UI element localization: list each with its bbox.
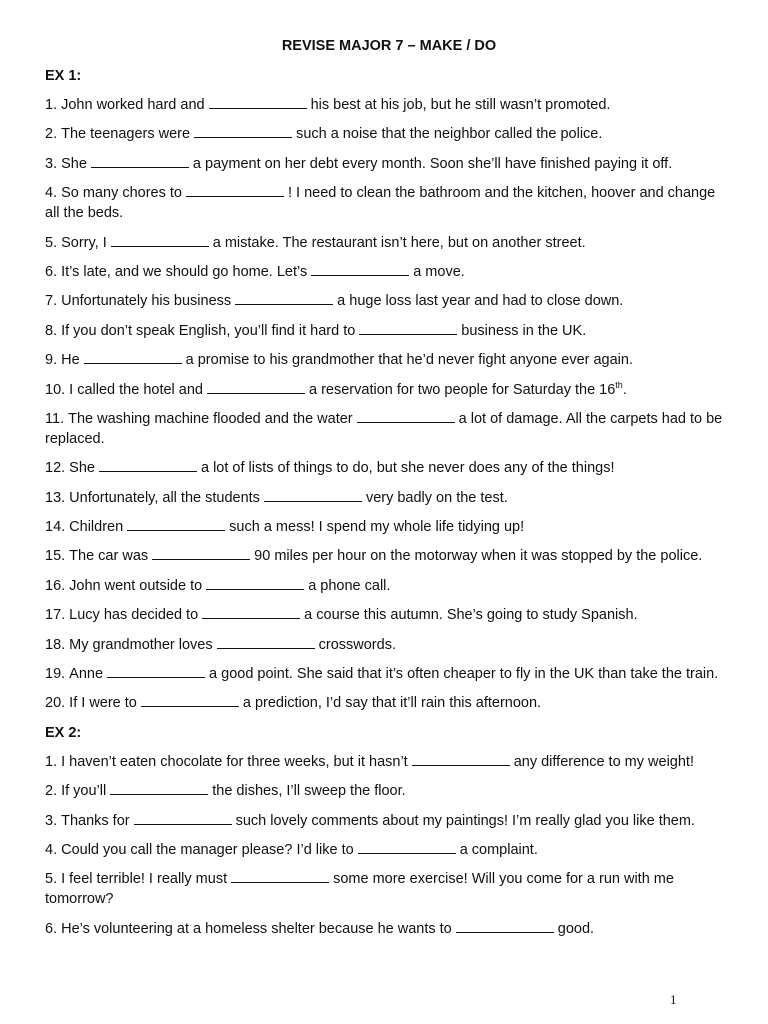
exercise-item [45, 183, 733, 223]
exercise-item [45, 350, 733, 370]
answer-blank[interactable] [127, 517, 225, 531]
exercise-item [45, 693, 733, 713]
answer-blank[interactable] [231, 869, 329, 883]
item-number: 2. [45, 783, 58, 800]
item-number: 15. [45, 548, 66, 565]
item-number: 9. [45, 352, 58, 369]
item-text-after: a phone call. [308, 577, 391, 594]
exercise-item [45, 635, 733, 655]
item-text-before: John worked hard and [61, 97, 205, 113]
answer-blank[interactable] [152, 546, 250, 560]
exercise-item [45, 546, 733, 566]
answer-blank[interactable] [456, 919, 554, 933]
item-text-before: I called the hotel and [69, 381, 203, 398]
item-text-before: Anne [69, 666, 104, 683]
answer-blank[interactable] [84, 350, 182, 364]
item-number: 3. [45, 155, 58, 172]
item-number: 2. [45, 126, 58, 143]
answer-blank[interactable] [359, 321, 457, 335]
item-text-after: a promise to his grandmother that he’d never fight anyone ever again. [185, 352, 633, 369]
item-number: 11. [45, 410, 65, 427]
item-text-after: a course this autumn. She’s going to study Spanish. [304, 607, 638, 624]
exercise-item [45, 321, 733, 341]
answer-blank[interactable] [217, 635, 315, 649]
item-number: 18. [45, 636, 66, 653]
exercise-1-list [45, 95, 733, 713]
item-number: 1. [45, 753, 58, 770]
exercise-item [45, 233, 733, 253]
item-text-after: 90 miles per hour on the motorway when it was stopped by the police. [254, 548, 703, 565]
answer-blank[interactable] [111, 233, 209, 247]
item-text-before: Unfortunately his business [61, 293, 232, 310]
item-text-after: a lot of damage. All the carpets had to be replaced. [45, 410, 723, 447]
item-number: 4. [45, 185, 58, 202]
item-number: 13. [45, 489, 66, 506]
item-text-after: a huge loss last year and had to close down. [337, 293, 624, 310]
item-text-after: a mistake. The restaurant isn’t here, but on another street. [212, 234, 586, 251]
item-number: 5. [45, 234, 58, 251]
item-text-after: very badly on the test. [365, 489, 508, 506]
item-text-before: Children [69, 519, 124, 536]
item-text-after: a prediction, I’d say that it’ll rain this afternoon. [242, 695, 542, 712]
item-number: 20. [45, 695, 66, 712]
item-text-after: some more exercise! Will you come for a run with me tomorrow? [45, 871, 674, 908]
exercise-item [45, 262, 733, 282]
item-text-before: If I were to [69, 695, 137, 712]
exercise-item [45, 380, 733, 400]
answer-blank[interactable] [141, 693, 239, 707]
exercise-item [45, 605, 733, 625]
answer-blank[interactable] [235, 291, 333, 305]
item-text-after: a complaint. [459, 841, 538, 858]
item-text-before: Sorry, I [61, 234, 107, 251]
exercise-item [45, 458, 733, 478]
item-number: 19. [45, 666, 66, 683]
answer-blank[interactable] [202, 605, 300, 619]
answer-blank[interactable] [311, 262, 409, 276]
item-text-before: He’s volunteering at a homeless shelter because he wants to [61, 920, 452, 937]
exercise-item [45, 576, 733, 596]
item-text-tail: . [622, 381, 627, 398]
answer-blank[interactable] [134, 811, 232, 825]
item-text-before: So many chores to [61, 185, 182, 202]
item-number: 4. [45, 841, 58, 858]
page-title: REVISE MAJOR 7 – MAKE / DO [281, 38, 497, 54]
item-text-after: such a noise that the neighbor called the police. [296, 126, 603, 143]
answer-blank[interactable] [358, 840, 456, 854]
item-text-after: a move. [413, 263, 465, 280]
exercise-item [45, 291, 733, 311]
item-number: 6. [45, 920, 58, 937]
item-text-after: ! I need to clean the bathroom and the kitchen, hoover and change all the beds. [45, 185, 716, 222]
answer-blank[interactable] [107, 664, 205, 678]
answer-blank[interactable] [194, 124, 292, 138]
exercise-item [45, 752, 733, 772]
item-text-before: She [69, 460, 95, 477]
answer-blank[interactable] [209, 95, 307, 109]
item-text-after: good. [557, 920, 595, 937]
exercise-item [45, 95, 733, 115]
item-text-after: such lovely comments about my paintings! I’m really glad you like them. [235, 812, 695, 829]
answer-blank[interactable] [91, 154, 189, 168]
worksheet-page [45, 36, 733, 948]
exercise-item [45, 488, 733, 508]
item-number: 14. [45, 519, 66, 536]
ordinal-suffix: th [615, 379, 623, 390]
item-text-after: a good point. She said that it’s often cheaper to fly in the UK than take the train. [209, 666, 719, 683]
item-number: 1. [45, 97, 58, 113]
answer-blank[interactable] [99, 458, 197, 472]
item-number: 5. [45, 871, 58, 888]
item-number: 7. [45, 293, 58, 310]
answer-blank[interactable] [207, 380, 305, 394]
answer-blank[interactable] [264, 488, 362, 502]
answer-blank[interactable] [206, 576, 304, 590]
item-text-before: Lucy has decided to [69, 607, 199, 624]
item-text-after: a payment on her debt every month. Soon she’ll have finished paying it off. [192, 155, 673, 172]
item-number: 17. [45, 607, 66, 624]
exercise-item [45, 781, 733, 801]
answer-blank[interactable] [186, 183, 284, 197]
item-text-after: business in the UK. [461, 322, 587, 339]
item-text-before: The car was [69, 548, 149, 565]
exercise-item [45, 664, 733, 684]
item-number: 12. [45, 460, 66, 477]
item-text-after: such a mess! I spend my whole life tidying up! [229, 519, 525, 536]
item-number: 6. [45, 263, 58, 280]
exercise-item [45, 811, 733, 831]
exercise-item [45, 154, 733, 174]
item-text-before: I feel terrible! I really must [61, 871, 228, 888]
item-text-after: his best at his job, but he still wasn’t promoted. [310, 97, 611, 113]
item-text-before: Thanks for [61, 812, 130, 829]
item-text-before: Could you call the manager please? I’d like to [61, 841, 354, 858]
item-text-after: crosswords. [318, 636, 396, 653]
exercise-2-heading: EX 2: [45, 724, 82, 741]
answer-blank[interactable] [412, 752, 510, 766]
item-text-after: a reservation for two people for Saturday the 16 [309, 381, 616, 398]
item-text-before: The washing machine flooded and the water [68, 410, 353, 427]
item-text-before: She [61, 155, 87, 172]
exercise-item [45, 840, 733, 860]
item-text-before: John went outside to [69, 577, 203, 594]
item-number: 8. [45, 322, 58, 339]
item-text-after: the dishes, I’ll sweep the floor. [212, 783, 406, 800]
answer-blank[interactable] [110, 781, 208, 795]
item-number: 3. [45, 812, 58, 829]
item-text-before: I haven’t eaten chocolate for three weeks, but it hasn’t [61, 753, 408, 770]
exercise-item [45, 409, 733, 449]
item-text-before: It’s late, and we should go home. Let’s [61, 263, 308, 280]
item-number: 10. [45, 381, 66, 398]
exercise-1-heading: EX 1: [45, 68, 82, 84]
item-text-after: any difference to my weight! [513, 753, 694, 770]
item-text-before: He [61, 352, 80, 369]
exercise-item [45, 517, 733, 537]
item-text-before: The teenagers were [61, 126, 191, 143]
item-text-before: My grandmother loves [69, 636, 213, 653]
item-text-after: a lot of lists of things to do, but she never does any of the things! [200, 460, 615, 477]
page-number: 1 [670, 992, 677, 1007]
exercise-item [45, 869, 733, 909]
item-text-before: If you don’t speak English, you’ll find it hard to [61, 322, 356, 339]
exercise-item [45, 124, 733, 144]
exercise-2-list [45, 752, 733, 939]
item-number: 16. [45, 577, 66, 594]
item-text-before: If you’ll [61, 783, 107, 800]
item-text-before: Unfortunately, all the students [69, 489, 260, 506]
answer-blank[interactable] [357, 409, 455, 423]
exercise-item [45, 919, 733, 939]
